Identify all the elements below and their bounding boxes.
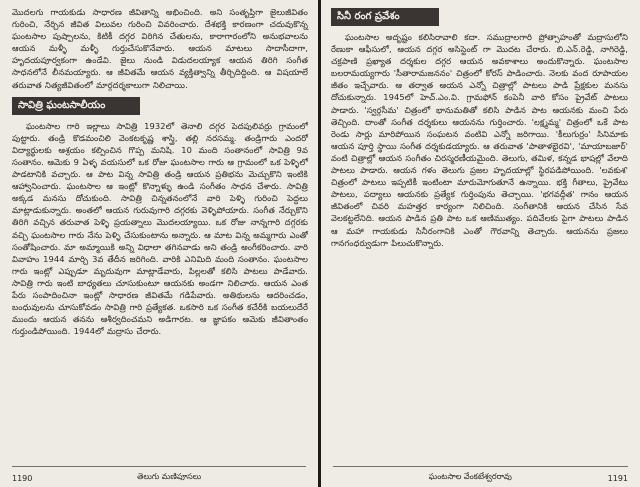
left-page <box>0 0 318 487</box>
left-running-title: తెలుగు మణిపూసలు <box>137 472 202 481</box>
cinema-paragraph: ఘంటసాల అదృష్టం కలిసిరావాలి కదా. సముద్రాలగారి ప్రోత్సాహంతో మద్రాసులోని రేణుకా ఆఫీసులో, ఆయన దగ్గర అసిస్టెంట్ గా మొదట చేరారు. బి.ఎన్.రెడ్డి, నాగిరెడ్డి, చక్రపాణి ప్రఖ్యాత దర్శకుల దగ్గర ఆయన అవకాశాలు అందుకొన్నారు. ఘంటసాల బలరామయ్యగారు 'సీతారామజననం' చిత్రంలో కోరస్ పాడించారు. నెలకు వంద రూపాయల జీతం ఇచ్చేవారు. ఆ తర్వాత ఆయన ఎన్నో చిత్రాల్లో పాటలు పాడి ప్రేక్షకుల మనసు దోచుకున్నారు. 1945లో హెచ్.ఎం.వి. గ్రామఫోన్ కంపెనీ వారి కోసం ప్రైవేట్ పాటలు పాడారు. 'స్వర్గసీమ' చిత్రంలో భానుమతితో కలిసి పాడిన పాట ఆయనకు మంచి పేరు తెచ్చింది. దాంతో సంగీత దర్శకులు ఆయనను గుర్తించారు. 'లక్ష్మమ్మ' చిత్రంలో ఒకే పాట రెండు సార్లు మారిపోయిన సంఘటన వంటివి ఎన్నో జరిగాయి. 'కీలుగుర్రం' సినిమాకు ఆయన పూర్తి స్థాయి సంగీత దర్శకుడయ్యారు. ఆ తరువాత 'పాతాళభైరవి', 'మాయాబజార్' వంటి చిత్రాల్లో ఆయన సంగీతం చిరస్మరణీయమైంది. తెలుగు, తమిళ, కన్నడ భాషల్లో వేలాది పాటలు పాడారు. ఆయన గళం తెలుగు ప్రజల హృదయాల్లో స్థిరపడిపోయింది. 'లవకుశ' చిత్రంలో పాటలు ఇప్పటికీ ఇంటింటా మారుమోగుతూనే ఉన్నాయి. భక్తి గీతాలు, ప్రైవేటు పాటలు, పద్యాలు ఆయనకు ప్రత్యేక గుర్తింపును తెచ్చాయి. 'భగవద్గీత' గానం ఆయన జీవితంలో చివరి మహత్తర కార్యంగా నిలిచింది. సంగీతానికి ఆయన చేసిన సేవ వెలకట్టలేనిది. ఆయన పాడిన ప్రతి పాట ఒక ఆణిముత్యం. పదివేలకు పైగా పాటలు పాడిన ఆ మహా గాయకుడు సినీరంగానికి ఎంతో గౌరవాన్ని తెచ్చారు. ఆయనను ప్రజలు గానగంధర్వుడుగా పిలుచుకొన్నారు. <box>331 32 628 248</box>
section-heading-cinema: సినీ రంగ ప్రవేశం <box>331 8 439 26</box>
left-page-number: 1190 <box>12 474 33 483</box>
right-page-number: 1191 <box>607 474 628 483</box>
left-footer <box>12 466 306 483</box>
right-page <box>321 0 640 487</box>
right-running-title: ఘంటసాల వేంకటేశ్వరరావు <box>428 472 512 481</box>
right-footer <box>333 466 628 483</box>
section-heading-savitri: సావిత్రి ఘంటసాలీయం <box>12 97 140 115</box>
top-paragraph: మొదలగు గాయకుడు సాధారణ జీవితాన్ని అభించింది. అని సంతృప్తిగా జైలుజీవితం గురించి, నేర్చిన జీవిత విలువల గురించి వివరించారు. దేశభక్తి కారణంగా చదువుకొన్న ఘంటసాల పుష్పాలను, కిటికీ దగ్గర విరిగిన చేతులను, కారాగారంలోని అనుభవాలను ఆయన మళ్ళీ మళ్ళీ గుర్తుచేసుకొనేవారు. ఆయన మాటలు సాదాసీదాగా, హృదయపూర్వకంగా ఉండేవి. జైలు నుండి విడుదలయ్యాక ఆయన తిరిగి సంగీత సాధనలోనే లీనమయ్యారు. ఆ జీవితమే ఆయన వ్యక్తిత్వాన్ని తీర్చిదిద్దింది. ఆ విషయాలే తరువాత నిత్యజీవితంలో మార్గదర్శకాలుగా నిలిచాయి. <box>12 7 308 90</box>
savitri-paragraph: ఘంటసాల గారి ఇల్లాలు సావిత్రి 1932లో తెనాలి దగ్గర పెదపులివర్రు గ్రామంలో పుట్టారు. తండ్రి కొడమంచిలి వెంకటకృష్ణ శాస్త్రి, తల్లి నరసమ్మ. తండ్రిగారు ఎందరో విద్యార్థులకు ఆశ్రయం కల్పించిన గొప్ప మనిషి. 10 మంది సంతానంలో సావిత్రి 9వ సంతానం. ఆమెకు 9 ఏళ్ళ వయసులో ఒక రోజు ఘంటసాల గారు ఆ గ్రామంలో ఒక పెళ్ళిలో పాడటానికి వచ్చారు. ఆ పాట విన్న సావిత్రి తండ్రి ఆయన ప్రతిభను మెచ్చుకొని ఇంటికి ఆహ్వానించారు. ఘంటసాల ఆ ఇంట్లో కొన్నాళ్ళు ఉండి సంగీతం సాధన చేశారు. సావిత్రి అక్కడ మనసు దోచుకుంది. సావిత్రి చిన్నతనంలోనే వారి పెళ్ళి గురించి పెద్దలు మాట్లాడుకున్నారు. అంతలో ఆయన గురువుగారి దగ్గరకు వెళ్ళిపోయారు. సంగీత నేర్చుకొని తిరిగి వచ్చిన తరువాత పెళ్ళి ప్రయత్నాలు మొదలయ్యాయి. ఒక రోజు నాన్నగారి దగ్గరకు వచ్చి ఘంటసాల గారు నేను పెళ్ళి చేసుకుంటాను అన్నారు. ఆ మాట విన్న అమ్మగారు ఎంతో సంతోషించారు. మా అమ్మాయికి అన్ని విధాలా తగినవాడు అని తండ్రి అంగీకరించారు. వారి వివాహం 1944 మార్చి 3వ తేదీన జరిగింది. వారికి ఎనిమిది మంది సంతానం. ఘంటసాల గారు ఇంట్లో ఎప్పుడూ మృదువుగా మాట్లాడేవారు, పిల్లలతో కలిసి పాటలు పాడేవారు. సావిత్రి గారు ఇంటి బాధ్యతలు చూసుకుంటూ ఆయనకు అండగా నిలిచారు. ఆయన ఎంత పేరు సంపాదించినా ఇంట్లో సాధారణ జీవితమే గడిపేవారు. అతిథులను ఆదరించడం, బంధువులను చూసుకోవడం సావిత్రి గారి ప్రత్యేకత. ఒకసారి ఒక సంగీత కచేరీకి బయలుదేరే ముందు ఆయన తనను ఆశీర్వదించమని అడిగారట. ఆ జ్ఞాపకం ఆమెకు జీవితాంతం గుర్తుండిపోయింది. 1944లో మద్రాసు చేరారు. <box>12 120 308 337</box>
